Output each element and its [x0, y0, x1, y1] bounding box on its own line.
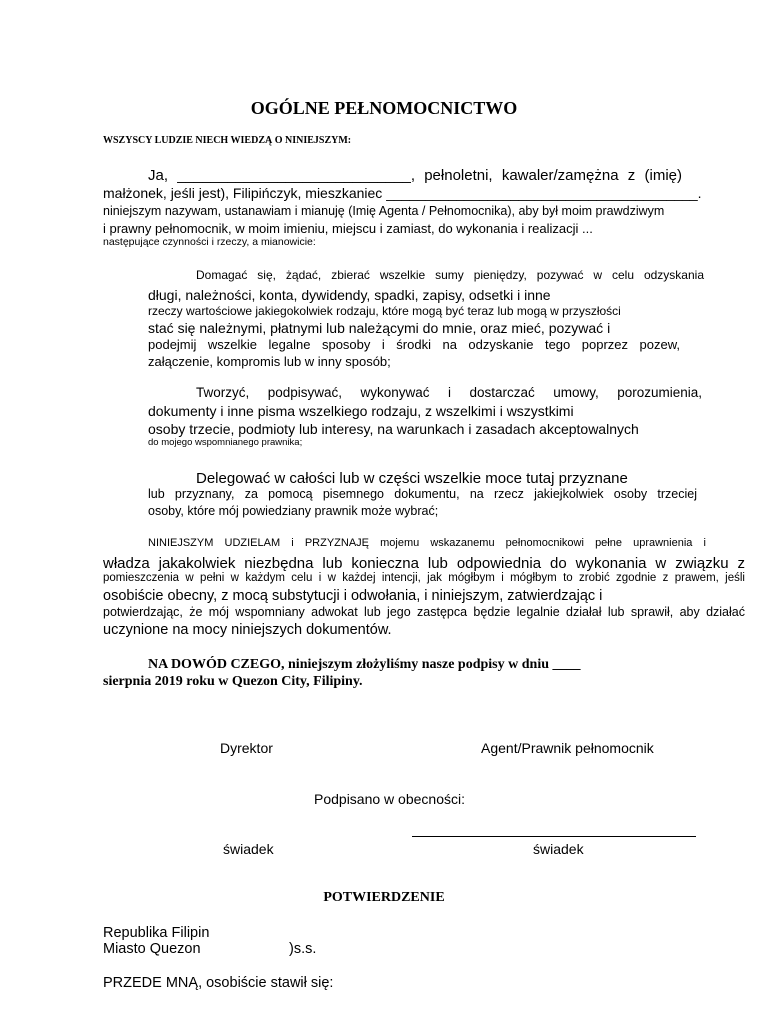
power-line: dokumenty i inne pisma wszelkiego rodzaju, z wszelkimi i wszystkimi [148, 403, 574, 419]
intro-line: Ja, ____________________________, pełnoletni, kawaler/zamężna z (imię) [148, 167, 682, 184]
power-line: załączenie, kompromis lub w inny sposób; [148, 354, 391, 369]
venue-city: Miasto Quezon [103, 941, 201, 957]
power-line: Delegować w całości lub w części wszelkie moce tutaj przyznane [196, 470, 628, 487]
power-line: Tworzyć, podpisywać, wykonywać i dostarczać umowy, porozumienia, [196, 385, 702, 400]
before-me-line: PRZEDE MNĄ, osobiście stawił się: [103, 975, 334, 991]
document-title: OGÓLNE PEŁNOMOCNICTWO [250, 98, 518, 118]
signatory-agent-label: Agent/Prawnik pełnomocnik [481, 740, 654, 756]
acknowledgment-heading: POTWIERDZENIE [323, 890, 445, 905]
power-line: osoby, które mój powiedziany prawnik może wybrać; [148, 504, 439, 518]
grant-line: uczynione na mocy niniejszych dokumentów. [103, 622, 392, 638]
document-subtitle: WSZYSCY LUDZIE NIECH WIEDZĄ O NINIEJSZYM: [103, 135, 352, 146]
power-line: Domagać się, żądać, zbierać wszelkie sumy pieniędzy, pozywać w celu odzyskania [196, 268, 704, 282]
intro-line: i prawny pełnomocnik, w moim imieniu, miejscu i zamiast, do wykonania i realizacji ... [103, 221, 593, 236]
intro-line: następujące czynności i rzeczy, a mianowicie: [103, 236, 316, 248]
intro-line: niniejszym nazywam, ustanawiam i mianuję (Imię Agenta / Pełnomocnika), aby był moim prawdziwym [103, 204, 665, 218]
grant-line: pomieszczenia w pełni w każdym celu i w każdej intencji, jak mógłbym i mógłbym to zrobić zgodnie z prawem, jeśli [103, 572, 745, 584]
witness-clause-line: NA DOWÓD CZEGO, niniejszym złożyliśmy nasze podpisy w dniu ____ [148, 657, 581, 672]
grant-line: NINIEJSZYM UDZIELAM i PRZYZNAJĘ mojemu wskazanemu pełnomocnikowi pełne uprawnienia i [148, 537, 706, 549]
power-line: podejmij wszelkie legalne sposoby i środki na odzyskanie tego poprzez pozew, [148, 337, 680, 352]
power-line: lub przyznany, za pomocą pisemnego dokumentu, na rzecz jakiejkolwiek osoby trzeciej [148, 487, 697, 501]
witness-left-label: świadek [223, 841, 274, 857]
grant-line: osobiście obecny, z mocą substytucji i odwołania, i niniejszym, zatwierdzając i [103, 588, 603, 604]
witness-signature-line [412, 836, 696, 837]
power-line: osoby trzecie, podmioty lub interesy, na warunkach i zasadach akceptowalnych [148, 421, 639, 437]
grant-line: potwierdzając, że mój wspomniany adwokat lub jego zastępca będzie legalnie działał lub sprawił, aby działać [103, 605, 745, 619]
signed-in-presence-label: Podpisano w obecności: [314, 791, 465, 807]
power-line: rzeczy wartościowe jakiegokolwiek rodzaju, które mogą być teraz lub mogą w przyszłości [148, 304, 621, 318]
witness-clause-line: sierpnia 2019 roku w Quezon City, Filipiny. [103, 674, 363, 689]
power-line: długi, należności, konta, dywidendy, spadki, zapisy, odsetki i inne [148, 287, 551, 303]
signatory-principal-label: Dyrektor [220, 740, 273, 756]
power-line: do mojego wspomnianego prawnika; [148, 437, 303, 448]
intro-line: małżonek, jeśli jest), Filipińczyk, mieszkaniec ________________________________________. [103, 185, 702, 201]
power-line: stać się należnymi, płatnymi lub należącymi do mnie, oraz mieć, pozywać i [148, 320, 611, 336]
venue-ss: )s.s. [289, 941, 317, 957]
witness-right-label: świadek [533, 841, 584, 857]
grant-line: władza jakakolwiek niezbędna lub konieczna lub odpowiednia do wykonania w związku z [103, 555, 745, 572]
venue-republic: Republika Filipin [103, 925, 210, 941]
